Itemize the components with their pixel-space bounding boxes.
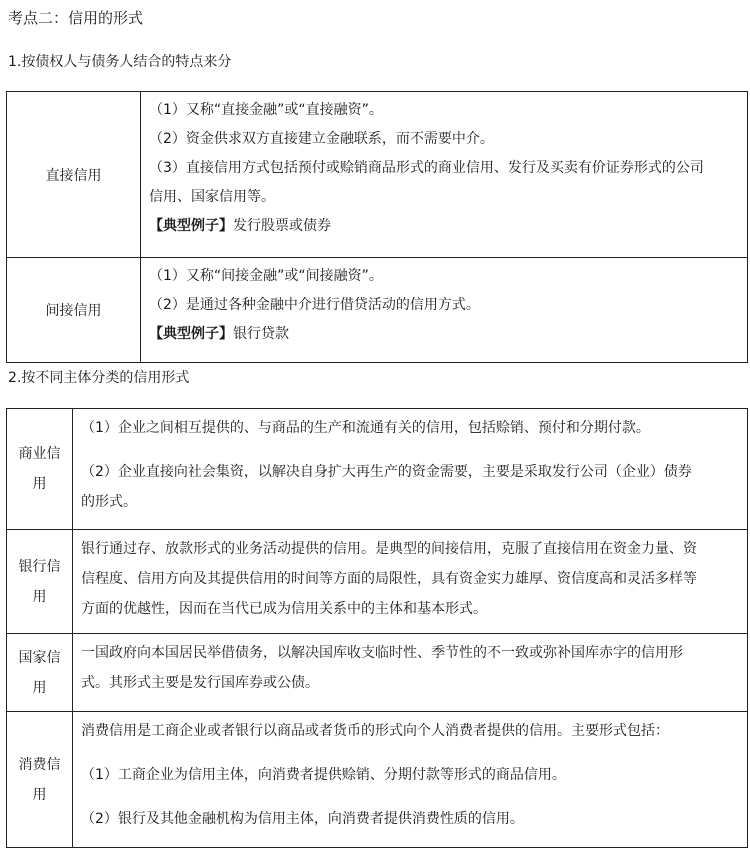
row-content-commercial-credit [73, 409, 748, 530]
content-line: 的形式。 [81, 494, 137, 510]
example-tag: 【典型例子】 [149, 326, 233, 342]
content-line: （2）银行及其他金融机构为信用主体，向消费者提供消费性质的信用。 [81, 811, 524, 827]
label-line: 银行信 [18, 558, 61, 575]
example-line [149, 320, 739, 349]
row-content-indirect-credit [141, 258, 748, 363]
row-label-direct-credit: 直接信用 [7, 92, 141, 258]
content-line: （1）又称“直接金融”或“直接融资”。 [149, 102, 383, 118]
row-content-direct-credit [141, 92, 748, 258]
content-line: 信程度、信用方向及其提供信用的时间等方面的局限性，具有资金实力雄厚、资信度高和灵活多样等 [81, 571, 697, 587]
credit-by-subject-table [6, 408, 748, 848]
example-tag: 【典型例子】 [149, 218, 233, 234]
label-line: 商业信 [18, 446, 61, 462]
content-line: （1）企业之间相互提供的、与商品的生产和流通有关的信用，包括赊销、预付和分期付款。 [81, 420, 650, 436]
table-row [7, 712, 748, 848]
content-line: （1）工商企业为信用主体，向消费者提供赊销、分期付款等形式的商品信用。 [81, 767, 566, 783]
section-1-heading: 1.按债权人与债务人结合的特点来分 [8, 54, 232, 70]
row-label-commercial-credit [7, 409, 73, 530]
content-line: 方面的优越性，因而在当代已成为信用关系中的主体和基本形式。 [81, 601, 487, 617]
example-line [149, 212, 739, 241]
content-line: 式。其形式主要是发行国库券或公债。 [81, 675, 319, 691]
table-row [7, 92, 748, 258]
content-line: （3）直接信用方式包括预付或赊销商品形式的商业信用、发行及买卖有价证券形式的公司 [149, 160, 704, 176]
content-line: （2）企业直接向社会集资，以解决自身扩大再生产的资金需要，主要是采取发行公司（企业）债券 [81, 464, 692, 480]
table-row [7, 409, 748, 530]
label-line: 国家信 [18, 649, 61, 666]
table-row [7, 530, 748, 634]
direct-indirect-credit-table [6, 91, 748, 363]
example-text: 发行股票或债券 [233, 218, 331, 234]
row-label-indirect-credit: 间接信用 [7, 258, 141, 363]
content-line: （2）资金供求双方直接建立金融联系，而不需要中介。 [149, 131, 494, 147]
label-line: 消费信 [18, 756, 61, 773]
example-text: 银行贷款 [233, 326, 289, 342]
row-content-state-credit [73, 634, 748, 712]
row-content-bank-credit [73, 530, 748, 634]
label-line: 用 [32, 476, 47, 492]
table-row [7, 258, 748, 363]
label-line: 用 [32, 588, 47, 605]
row-label-consumer-credit [7, 712, 73, 848]
content-line: （2）是通过各种金融中介进行借贷活动的信用方式。 [149, 297, 480, 313]
label-line: 用 [32, 786, 47, 803]
content-line: 信用、国家信用等。 [149, 189, 275, 205]
section-2-heading: 2.按不同主体分类的信用形式 [8, 370, 190, 386]
content-line: 消费信用是工商企业或者银行以商品或者货币的形式向个人消费者提供的信用。主要形式包括： [81, 723, 669, 739]
content-line: 银行通过存、放款形式的业务活动提供的信用。是典型的间接信用，克服了直接信用在资金力量、资 [81, 541, 697, 557]
page-title: 考点二：信用的形式 [8, 9, 144, 27]
row-label-state-credit [7, 634, 73, 712]
row-content-consumer-credit [73, 712, 748, 848]
table-row [7, 634, 748, 712]
content-line: （1）又称“间接金融”或“间接融资”。 [149, 268, 383, 284]
content-line: 一国政府向本国居民举借债务，以解决国库收支临时性、季节性的不一致或弥补国库赤字的信用形 [81, 645, 683, 661]
label-line: 用 [32, 679, 47, 696]
row-label-bank-credit [7, 530, 73, 634]
